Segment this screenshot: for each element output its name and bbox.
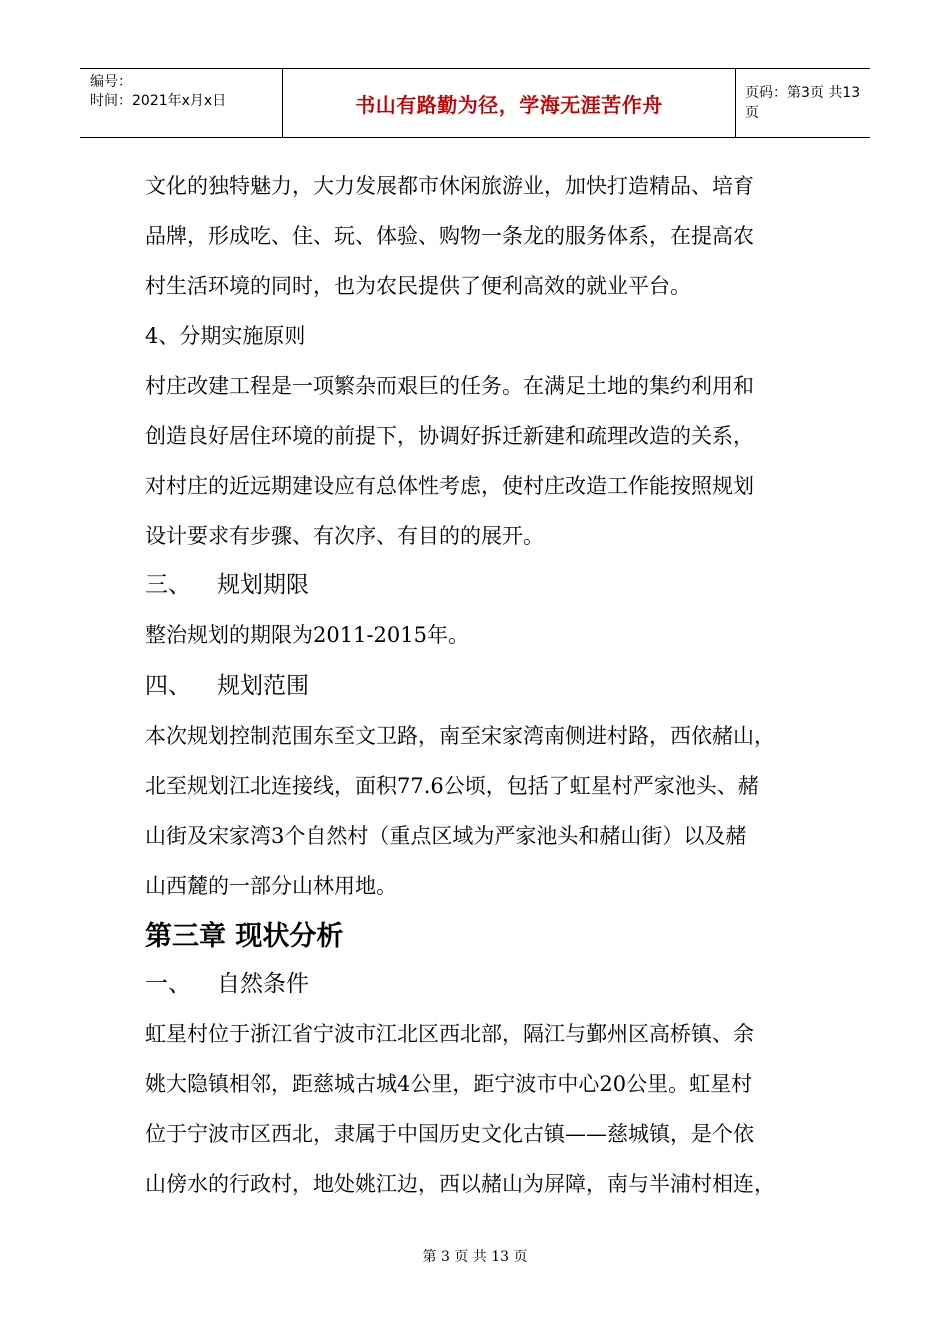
section-number: 四、	[145, 673, 191, 699]
body-line: 创造良好居住环境的前提下，协调好拆迁新建和疏理改造的关系，	[145, 424, 754, 448]
page-header	[80, 68, 870, 138]
motto-text: 书山有路勤为径，学海无涯苦作舟	[355, 92, 663, 117]
header-left-cell	[80, 69, 282, 137]
body-line: 山傍水的行政村，地处姚江边，西以赭山为屏障，南与半浦村相连，	[145, 1172, 775, 1196]
header-right-cell	[735, 69, 870, 137]
body-line: 整治规划的期限为2011-2015年。	[145, 623, 469, 647]
chapter-heading: 第三章 现状分析	[145, 921, 344, 952]
section-title: 规划范围	[217, 673, 309, 699]
body-line: 品牌，形成吃、住、玩、体验、购物一条龙的服务体系，在提高农	[145, 224, 754, 248]
header-motto-cell	[282, 69, 736, 137]
body-line: 虹星村位于浙江省宁波市江北区西北部，隔江与鄞州区高桥镇、余	[145, 1022, 754, 1046]
section-heading-3	[145, 566, 309, 599]
body-line: 本次规划控制范围东至文卫路，南至宋家湾南侧进村路，西依赭山，	[145, 724, 775, 748]
number-label: 编号：	[90, 74, 132, 90]
section-number: 三、	[145, 572, 191, 598]
body-line: 文化的独特魅力，大力发展都市休闲旅游业，加快打造精品、培育	[145, 174, 754, 198]
body-line: 位于宁波市区西北，隶属于中国历史文化古镇——慈城镇，是个依	[145, 1122, 754, 1146]
section-title: 规划期限	[217, 572, 309, 598]
body-line: 村庄改建工程是一项繁杂而艰巨的任务。在满足土地的集约利用和	[145, 374, 754, 398]
page-footer: 第 3 页 共 13 页	[422, 1249, 528, 1265]
body-line: 村生活环境的同时，也为农民提供了便利高效的就业平台。	[145, 274, 691, 298]
section-heading-1	[145, 965, 309, 998]
body-line: 姚大隐镇相邻，距慈城古城4公里，距宁波市中心20公里。虹星村	[145, 1072, 753, 1096]
body-line: 北至规划江北连接线，面积77.6公顷，包括了虹星村严家池头、赭	[145, 774, 759, 798]
body-line: 山街及宋家湾3个自然村（重点区域为严家池头和赭山街）以及赭	[145, 824, 747, 848]
section-title: 自然条件	[217, 971, 309, 997]
subheading-line: 4、分期实施原则	[145, 324, 306, 348]
section-number: 一、	[145, 971, 191, 997]
page-code: 页码：第3页 共13页	[745, 85, 861, 121]
section-heading-4	[145, 667, 309, 700]
body-line: 设计要求有步骤、有次序、有目的的展开。	[145, 524, 544, 548]
body-line: 山西麓的一部分山林用地。	[145, 874, 397, 898]
date-label: 时间：2021年x月x日	[90, 93, 227, 109]
body-line: 对村庄的近远期建设应有总体性考虑，使村庄改造工作能按照规划	[145, 474, 754, 498]
